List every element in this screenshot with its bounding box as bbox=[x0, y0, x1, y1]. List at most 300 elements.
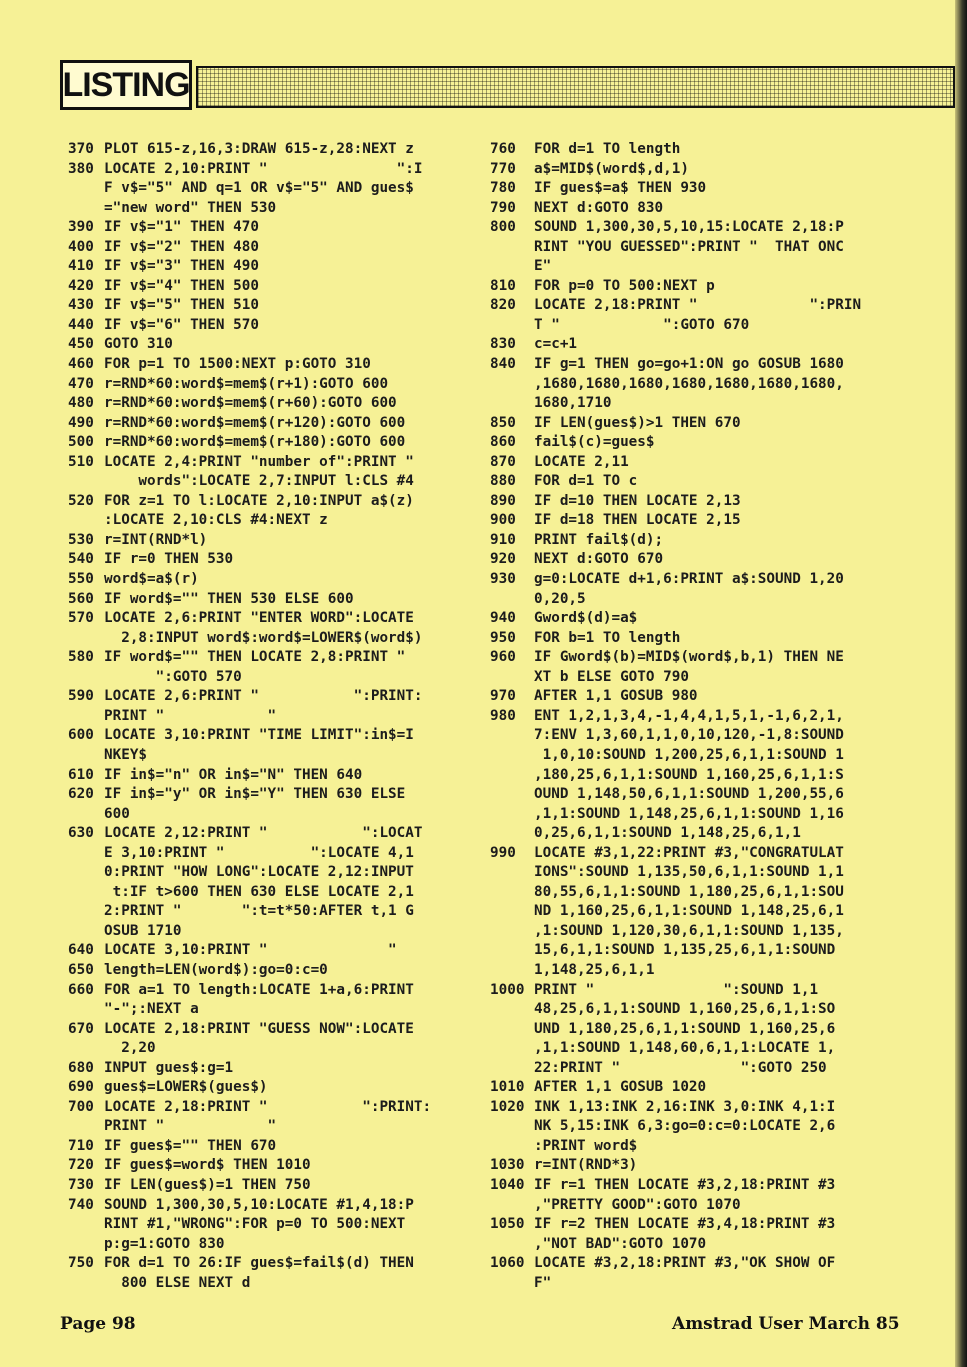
code-line bbox=[490, 257, 880, 277]
line-number: 690 bbox=[68, 1079, 94, 1096]
code-text: PLOT 615-z,16,3:DRAW 615-z,28:NEXT z bbox=[104, 141, 414, 157]
line-number: 960 bbox=[490, 649, 516, 666]
line-number bbox=[490, 785, 534, 805]
code-text: r=INT(RND*3) bbox=[534, 1157, 638, 1174]
code-text: IF d=10 THEN LOCATE 2,13 bbox=[534, 492, 741, 509]
code-line bbox=[68, 981, 460, 1001]
code-text: :LOCATE 2,10:CLS #4:NEXT z bbox=[104, 512, 328, 529]
code-line bbox=[68, 1156, 460, 1176]
code-text: IF word$="" THEN LOCATE 2,8:PRINT " bbox=[104, 649, 406, 666]
code-text: ,"NOT BAD":GOTO 1070 bbox=[534, 1235, 707, 1252]
code-text: r=INT(RND*l) bbox=[104, 531, 208, 548]
code-text: r=RND*60:word$=mem$(r+180):GOTO 600 bbox=[104, 434, 406, 451]
code-text: 2:PRINT " ":t=t*50:AFTER t,1 G bbox=[104, 903, 414, 920]
code-text: LOCATE 2,18:PRINT "GUESS NOW":LOCATE bbox=[104, 1020, 414, 1037]
code-line bbox=[68, 296, 460, 316]
code-text: FOR d=1 TO 26:IF gues$=fail$(d) THEN bbox=[104, 1255, 414, 1272]
code-text: IF gues$=word$ THEN 1010 bbox=[104, 1157, 311, 1174]
code-text: 1,0,10:SOUND 1,200,25,6,1,1:SOUND 1 bbox=[534, 746, 844, 763]
line-number: 620 bbox=[68, 786, 94, 803]
code-line bbox=[490, 1098, 880, 1118]
code-text: ,1,1:SOUND 1,148,25,6,1,1:SOUND 1,16 bbox=[534, 805, 844, 822]
code-line bbox=[68, 1117, 460, 1137]
line-number: 720 bbox=[68, 1157, 94, 1174]
code-line bbox=[490, 844, 880, 864]
line-number: 870 bbox=[490, 453, 516, 470]
code-text: 15,6,1,1:SOUND 1,135,25,6,1,1:SOUND bbox=[534, 942, 836, 959]
code-line bbox=[68, 824, 460, 844]
code-text: IF g=1 THEN go=go+1:ON go GOSUB 1680 bbox=[534, 356, 844, 373]
line-number: 470 bbox=[68, 375, 94, 392]
line-number bbox=[68, 1274, 104, 1294]
code-text: "-";:NEXT a bbox=[104, 1001, 199, 1018]
line-number: 670 bbox=[68, 1020, 94, 1037]
code-text: 600 bbox=[104, 805, 130, 822]
code-line bbox=[68, 277, 460, 297]
code-line bbox=[490, 472, 880, 492]
line-number: 550 bbox=[68, 571, 94, 588]
code-line bbox=[490, 1156, 880, 1176]
code-line bbox=[490, 453, 880, 473]
line-number: 400 bbox=[68, 238, 94, 255]
code-line bbox=[68, 902, 460, 922]
code-text: F" bbox=[534, 1274, 552, 1291]
code-line bbox=[490, 1176, 880, 1196]
code-text: OSUB 1710 bbox=[104, 922, 182, 939]
code-line bbox=[68, 648, 460, 668]
code-line bbox=[68, 238, 460, 258]
code-line bbox=[490, 238, 880, 258]
code-text: 48,25,6,1,1:SOUND 1,160,25,6,1,1:SO bbox=[534, 1001, 836, 1018]
line-number bbox=[490, 1137, 534, 1157]
code-text: ":GOTO 570 bbox=[104, 668, 242, 685]
line-number: 490 bbox=[68, 414, 94, 431]
line-number bbox=[490, 883, 534, 903]
code-text: IF r=2 THEN LOCATE #3,4,18:PRINT #3 bbox=[534, 1216, 836, 1233]
code-line bbox=[490, 941, 880, 961]
code-text: FOR d=1 TO c bbox=[534, 473, 638, 490]
code-line bbox=[490, 629, 880, 649]
line-number bbox=[68, 629, 104, 649]
code-line bbox=[68, 1020, 460, 1040]
code-line bbox=[490, 1059, 880, 1079]
code-line bbox=[490, 335, 880, 355]
code-line bbox=[68, 316, 460, 336]
line-number bbox=[490, 902, 534, 922]
line-number: 700 bbox=[68, 1098, 94, 1115]
line-number bbox=[490, 316, 534, 336]
code-line bbox=[68, 961, 460, 981]
code-line bbox=[490, 609, 880, 629]
code-line bbox=[68, 199, 460, 219]
code-line bbox=[490, 277, 880, 297]
line-number bbox=[490, 257, 534, 277]
code-line bbox=[490, 1000, 880, 1020]
line-number: 560 bbox=[68, 590, 94, 607]
code-line bbox=[490, 218, 880, 238]
code-line bbox=[490, 199, 880, 219]
code-line bbox=[490, 981, 880, 1001]
line-number: 660 bbox=[68, 981, 94, 998]
line-number: 910 bbox=[490, 531, 516, 548]
line-number bbox=[68, 922, 104, 942]
line-number bbox=[68, 883, 104, 903]
code-text: F v$="5" AND q=1 OR v$="5" AND gues$ bbox=[104, 180, 414, 197]
code-text: IF v$="2" THEN 480 bbox=[104, 238, 259, 255]
line-number: 540 bbox=[68, 551, 94, 568]
code-line bbox=[490, 883, 880, 903]
code-text: FOR p=1 TO 1500:NEXT p:GOTO 310 bbox=[104, 356, 371, 373]
code-line bbox=[490, 707, 880, 727]
code-line bbox=[68, 414, 460, 434]
code-text: 1680,1710 bbox=[534, 395, 612, 412]
code-text: length=LEN(word$):go=0:c=0 bbox=[104, 961, 328, 978]
code-text: FOR z=1 TO l:LOCATE 2,10:INPUT a$(z) bbox=[104, 492, 414, 509]
code-text: RINT #1,"WRONG":FOR p=0 TO 500:NEXT bbox=[104, 1216, 406, 1233]
code-text: RINT "YOU GUESSED":PRINT " THAT ONC bbox=[534, 238, 844, 255]
code-line bbox=[490, 316, 880, 336]
code-text: 800 ELSE NEXT d bbox=[104, 1274, 251, 1291]
line-number bbox=[68, 179, 104, 199]
line-number: 460 bbox=[68, 356, 94, 373]
code-text: a$=MID$(word$,d,1) bbox=[534, 160, 689, 177]
code-line bbox=[490, 375, 880, 395]
line-number: 750 bbox=[68, 1255, 94, 1272]
line-number bbox=[490, 1000, 534, 1020]
line-number bbox=[490, 394, 534, 414]
line-number: 600 bbox=[68, 727, 94, 744]
code-text: PRINT " " bbox=[104, 1118, 277, 1135]
line-number bbox=[490, 1039, 534, 1059]
code-line bbox=[68, 922, 460, 942]
code-line bbox=[490, 511, 880, 531]
code-text: r=RND*60:word$=mem$(r+120):GOTO 600 bbox=[104, 414, 406, 431]
code-text: LOCATE 2,18:PRINT " ":PRINT: bbox=[104, 1098, 432, 1115]
code-line bbox=[490, 531, 880, 551]
code-line bbox=[490, 550, 880, 570]
line-number bbox=[490, 805, 534, 825]
code-text: NEXT d:GOTO 670 bbox=[534, 551, 664, 568]
code-line bbox=[68, 550, 460, 570]
code-text: 2,8:INPUT word$:word$=LOWER$(word$) bbox=[104, 629, 423, 646]
code-text: FOR p=0 TO 500:NEXT p bbox=[534, 277, 715, 294]
code-line bbox=[490, 922, 880, 942]
line-number bbox=[490, 1235, 534, 1255]
code-text: IF LEN(gues$)=1 THEN 750 bbox=[104, 1176, 311, 1193]
code-line bbox=[68, 1137, 460, 1157]
line-number bbox=[68, 902, 104, 922]
code-line bbox=[68, 746, 460, 766]
code-line bbox=[68, 1176, 460, 1196]
line-number: 860 bbox=[490, 434, 516, 451]
line-number bbox=[490, 1274, 534, 1294]
code-text: PRINT " ":SOUND 1,1 bbox=[534, 981, 819, 998]
code-line bbox=[68, 394, 460, 414]
line-number bbox=[490, 1117, 534, 1137]
line-number: 850 bbox=[490, 414, 516, 431]
code-text: IF v$="5" THEN 510 bbox=[104, 297, 259, 314]
code-line bbox=[68, 218, 460, 238]
line-number bbox=[68, 805, 104, 825]
code-line bbox=[68, 453, 460, 473]
code-line bbox=[490, 726, 880, 746]
code-line bbox=[68, 375, 460, 395]
line-number: 710 bbox=[68, 1137, 94, 1154]
code-text: AFTER 1,1 GOSUB 1020 bbox=[534, 1079, 707, 1096]
code-text: UND 1,180,25,6,1,1:SOUND 1,160,25,6 bbox=[534, 1020, 836, 1037]
code-text: XT b ELSE GOTO 790 bbox=[534, 668, 689, 685]
code-line bbox=[490, 648, 880, 668]
code-line bbox=[68, 433, 460, 453]
line-number: 810 bbox=[490, 277, 516, 294]
code-text: :PRINT word$ bbox=[534, 1137, 638, 1154]
line-number: 740 bbox=[68, 1196, 94, 1213]
code-text: LOCATE 2,10:PRINT " ":I bbox=[104, 160, 423, 177]
line-number: 580 bbox=[68, 649, 94, 666]
code-text: IF r=0 THEN 530 bbox=[104, 551, 234, 568]
line-number: 570 bbox=[68, 610, 94, 627]
code-line bbox=[68, 1235, 460, 1255]
line-number: 1060 bbox=[490, 1255, 525, 1272]
line-number bbox=[490, 726, 534, 746]
code-text: PRINT fail$(d); bbox=[534, 531, 664, 548]
line-number: 1030 bbox=[490, 1157, 525, 1174]
code-line bbox=[68, 1274, 460, 1294]
line-number bbox=[68, 863, 104, 883]
line-number bbox=[68, 472, 104, 492]
code-text: E" bbox=[534, 258, 552, 275]
code-text: 2,20 bbox=[104, 1040, 156, 1057]
code-line bbox=[490, 433, 880, 453]
line-number bbox=[490, 590, 534, 610]
code-line bbox=[68, 687, 460, 707]
code-line bbox=[490, 394, 880, 414]
header-dotted-bar bbox=[196, 66, 955, 108]
code-line bbox=[68, 1196, 460, 1216]
line-number: 890 bbox=[490, 492, 516, 509]
code-text: fail$(c)=gues$ bbox=[534, 434, 655, 451]
code-line bbox=[490, 902, 880, 922]
code-line bbox=[490, 1137, 880, 1157]
code-text: IONS":SOUND 1,135,50,6,1,1:SOUND 1,1 bbox=[534, 864, 844, 881]
code-text: 0:PRINT "HOW LONG":LOCATE 2,12:INPUT bbox=[104, 864, 414, 881]
code-line bbox=[490, 179, 880, 199]
code-text: ENT 1,2,1,3,4,-1,4,4,1,5,1,-1,6,2,1, bbox=[534, 707, 844, 724]
line-number: 790 bbox=[490, 199, 516, 216]
code-text: r=RND*60:word$=mem$(r+1):GOTO 600 bbox=[104, 375, 389, 392]
code-text: 0,25,6,1,1:SOUND 1,148,25,6,1,1 bbox=[534, 825, 801, 842]
code-line bbox=[68, 844, 460, 864]
code-text: ND 1,160,25,6,1,1:SOUND 1,148,25,6,1 bbox=[534, 903, 844, 920]
code-line bbox=[68, 1078, 460, 1098]
code-text: 0,20,5 bbox=[534, 590, 586, 607]
code-line bbox=[68, 355, 460, 375]
line-number bbox=[490, 863, 534, 883]
line-number: 1000 bbox=[490, 981, 525, 998]
line-number: 1040 bbox=[490, 1176, 525, 1193]
code-line bbox=[490, 492, 880, 512]
code-line bbox=[68, 1059, 460, 1079]
code-line bbox=[68, 1000, 460, 1020]
line-number: 610 bbox=[68, 766, 94, 783]
code-line bbox=[68, 472, 460, 492]
code-line bbox=[68, 707, 460, 727]
line-number: 950 bbox=[490, 629, 516, 646]
code-text: SOUND 1,300,30,5,10,15:LOCATE 2,18:P bbox=[534, 219, 844, 236]
code-text: IF Gword$(b)=MID$(word$,b,1) THEN NE bbox=[534, 649, 844, 666]
code-line bbox=[490, 1235, 880, 1255]
code-text: IF LEN(gues$)>1 THEN 670 bbox=[534, 414, 741, 431]
code-text: LOCATE 3,10:PRINT "TIME LIMIT":in$=I bbox=[104, 727, 414, 744]
code-line bbox=[68, 941, 460, 961]
code-text: SOUND 1,300,30,5,10:LOCATE #1,4,18:P bbox=[104, 1196, 414, 1213]
line-number bbox=[68, 1117, 104, 1137]
code-line bbox=[68, 511, 460, 531]
line-number bbox=[68, 1215, 104, 1235]
code-text: LOCATE 3,10:PRINT " " bbox=[104, 942, 397, 959]
line-number: 430 bbox=[68, 297, 94, 314]
code-text: ,1680,1680,1680,1680,1680,1680,1680, bbox=[534, 375, 844, 392]
code-line bbox=[68, 1215, 460, 1235]
line-number: 980 bbox=[490, 707, 516, 724]
line-number bbox=[68, 1000, 104, 1020]
code-line bbox=[68, 179, 460, 199]
code-text: 1,148,25,6,1,1 bbox=[534, 961, 655, 978]
line-number bbox=[68, 511, 104, 531]
code-text: IF word$="" THEN 530 ELSE 600 bbox=[104, 590, 354, 607]
code-line bbox=[490, 746, 880, 766]
code-line bbox=[68, 335, 460, 355]
line-number: 770 bbox=[490, 160, 516, 177]
code-text: LOCATE 2,11 bbox=[534, 453, 629, 470]
listing-header bbox=[60, 60, 955, 114]
line-number: 530 bbox=[68, 531, 94, 548]
line-number: 800 bbox=[490, 219, 516, 236]
line-number bbox=[68, 1039, 104, 1059]
line-number bbox=[490, 1020, 534, 1040]
listing-right-column bbox=[490, 140, 880, 1293]
code-text: GOTO 310 bbox=[104, 336, 173, 353]
code-line bbox=[490, 785, 880, 805]
line-number: 650 bbox=[68, 961, 94, 978]
line-number: 590 bbox=[68, 688, 94, 705]
code-text: PRINT " " bbox=[104, 707, 277, 724]
line-number: 370 bbox=[68, 141, 94, 157]
code-line bbox=[490, 863, 880, 883]
page-number: Page 98 bbox=[60, 1314, 136, 1334]
line-number: 930 bbox=[490, 571, 516, 588]
code-text: IF in$="n" OR in$="N" THEN 640 bbox=[104, 766, 363, 783]
code-line bbox=[490, 414, 880, 434]
line-number: 510 bbox=[68, 453, 94, 470]
line-number: 970 bbox=[490, 688, 516, 705]
code-text: IF d=18 THEN LOCATE 2,15 bbox=[534, 512, 741, 529]
code-line bbox=[490, 1078, 880, 1098]
code-text: IF v$="1" THEN 470 bbox=[104, 219, 259, 236]
code-text: IF gues$="" THEN 670 bbox=[104, 1137, 277, 1154]
code-text: IF v$="6" THEN 570 bbox=[104, 316, 259, 333]
code-text: LOCATE 2,18:PRINT " ":PRIN bbox=[534, 297, 862, 314]
code-line bbox=[68, 160, 460, 180]
code-text: 80,55,6,1,1:SOUND 1,180,25,6,1,1:SOU bbox=[534, 883, 844, 900]
listing-title: LISTING bbox=[60, 60, 192, 110]
line-number: 420 bbox=[68, 277, 94, 294]
code-line bbox=[68, 883, 460, 903]
line-number: 680 bbox=[68, 1059, 94, 1076]
code-line bbox=[68, 1098, 460, 1118]
magazine-issue: Amstrad User March 85 bbox=[672, 1314, 900, 1334]
code-line bbox=[490, 1039, 880, 1059]
code-text: AFTER 1,1 GOSUB 980 bbox=[534, 688, 698, 705]
code-line bbox=[68, 1039, 460, 1059]
code-text: LOCATE 2,4:PRINT "number of":PRINT " bbox=[104, 453, 414, 470]
line-number: 410 bbox=[68, 258, 94, 275]
code-text: FOR b=1 TO length bbox=[534, 629, 681, 646]
code-line bbox=[68, 570, 460, 590]
line-number: 1050 bbox=[490, 1216, 525, 1233]
line-number: 730 bbox=[68, 1176, 94, 1193]
code-line bbox=[490, 766, 880, 786]
code-line bbox=[490, 355, 880, 375]
code-line bbox=[490, 668, 880, 688]
code-text: 22:PRINT " ":GOTO 250 bbox=[534, 1059, 827, 1076]
code-text: OUND 1,148,50,6,1,1:SOUND 1,200,55,6 bbox=[534, 786, 844, 803]
line-number: 500 bbox=[68, 434, 94, 451]
line-number bbox=[490, 824, 534, 844]
code-line bbox=[490, 687, 880, 707]
code-text: IF in$="y" OR in$="Y" THEN 630 ELSE bbox=[104, 786, 406, 803]
line-number bbox=[68, 746, 104, 766]
code-text: INPUT gues$:g=1 bbox=[104, 1059, 234, 1076]
code-text: ="new word" THEN 530 bbox=[104, 199, 277, 216]
code-line bbox=[68, 531, 460, 551]
code-line bbox=[490, 590, 880, 610]
line-number: 880 bbox=[490, 473, 516, 490]
code-text: c=c+1 bbox=[534, 336, 578, 353]
code-line bbox=[490, 1215, 880, 1235]
code-text: word$=a$(r) bbox=[104, 571, 199, 588]
line-number: 390 bbox=[68, 219, 94, 236]
line-number bbox=[490, 961, 534, 981]
code-text: IF gues$=a$ THEN 930 bbox=[534, 180, 707, 197]
line-number bbox=[490, 941, 534, 961]
line-number bbox=[68, 668, 104, 688]
line-number: 480 bbox=[68, 395, 94, 412]
code-text: LOCATE 2,6:PRINT "ENTER WORD":LOCATE bbox=[104, 610, 414, 627]
code-line bbox=[490, 296, 880, 316]
code-text: IF r=1 THEN LOCATE #3,2,18:PRINT #3 bbox=[534, 1176, 836, 1193]
code-text: gues$=LOWER$(gues$) bbox=[104, 1079, 268, 1096]
code-line bbox=[68, 492, 460, 512]
code-line bbox=[490, 961, 880, 981]
code-text: ,"PRETTY GOOD":GOTO 1070 bbox=[534, 1196, 741, 1213]
code-line bbox=[68, 629, 460, 649]
code-line bbox=[490, 1274, 880, 1294]
line-number bbox=[490, 375, 534, 395]
line-number bbox=[68, 707, 104, 727]
code-text: FOR a=1 TO length:LOCATE 1+a,6:PRINT bbox=[104, 981, 414, 998]
line-number: 780 bbox=[490, 180, 516, 197]
code-text: p:g=1:GOTO 830 bbox=[104, 1235, 225, 1252]
code-line bbox=[68, 766, 460, 786]
code-text: INK 1,13:INK 2,16:INK 3,0:INK 4,1:I bbox=[534, 1098, 836, 1115]
line-number bbox=[490, 1196, 534, 1216]
code-text: NEXT d:GOTO 830 bbox=[534, 199, 664, 216]
code-text: LOCATE #3,2,18:PRINT #3,"OK SHOW OF bbox=[534, 1255, 836, 1272]
code-line bbox=[490, 140, 880, 160]
code-text: Gword$(d)=a$ bbox=[534, 610, 638, 627]
line-number bbox=[490, 1059, 534, 1079]
